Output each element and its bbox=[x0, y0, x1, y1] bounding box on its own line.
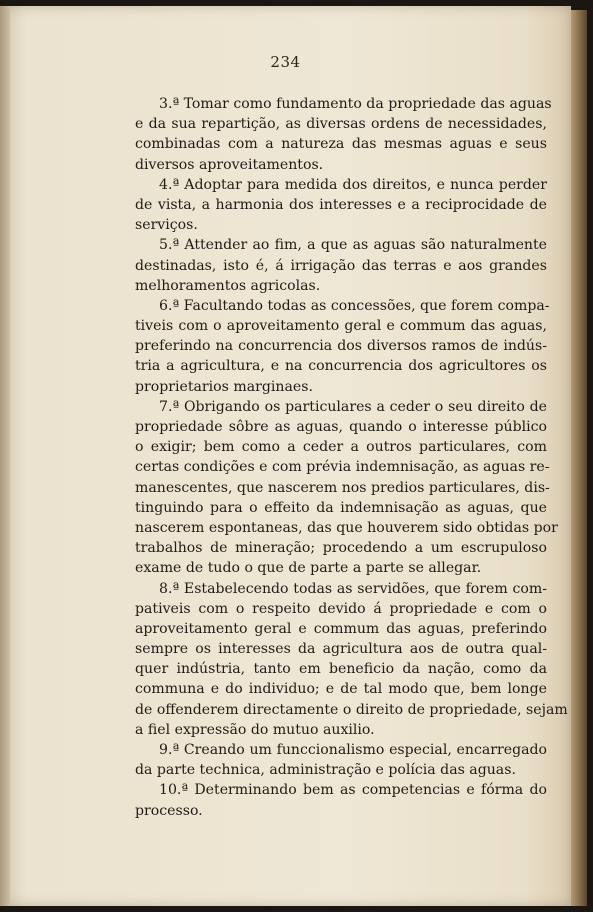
text-line: 9.ª Creando um funccionalismo especial, encarregado bbox=[159, 742, 547, 758]
text-line: 4.ª Adoptar para medida dos direitos, e nunca perder bbox=[159, 176, 547, 193]
text-line: preferindo na concurrencia dos diversos ramos de indús- bbox=[135, 338, 547, 355]
text-line: destinadas, isto é, á irrigação das terras e aos grandes bbox=[135, 257, 547, 274]
book-page bbox=[0, 6, 571, 906]
text-line: manescentes, que nascerem nos predios particulares, dis- bbox=[135, 479, 550, 496]
text-line: 3.ª Tomar como fundamento da propriedade das aguas bbox=[159, 96, 552, 112]
text-line: 10.ª Determinando bem as competencias e fórma do bbox=[159, 782, 547, 799]
text-line: 8.ª Estabelecendo todas as servidões, que forem com- bbox=[159, 580, 547, 597]
text-line: trabalhos de mineração; procedendo a um escrupuloso bbox=[135, 540, 547, 557]
text-line: aproveitamento geral e commum das aguas, preferindo bbox=[135, 620, 547, 637]
text-line: de offenderem directamente o direito de propriedade, sejam bbox=[135, 701, 568, 718]
text-line: processo. bbox=[135, 802, 203, 819]
text-line: da parte technica, administração e polícia das aguas. bbox=[135, 762, 516, 779]
text-line: sempre os interesses da agricultura aos de outra qual- bbox=[135, 641, 547, 658]
page-edge bbox=[571, 10, 587, 906]
text-line: proprietarios marginaes. bbox=[135, 378, 313, 395]
text-line: o exigir; bem como a ceder a outros particulares, com bbox=[135, 439, 547, 456]
text-line: 5.ª Attender ao fim, a que as aguas são naturalmente bbox=[159, 237, 547, 254]
text-line: tinguindo para o effeito da indemnisação as aguas, que bbox=[135, 499, 547, 516]
text-line: melhoramentos agricolas. bbox=[135, 277, 321, 294]
text-line: nascerem espontaneas, das que houverem sido obtidas por bbox=[135, 519, 558, 536]
page-binding bbox=[0, 6, 10, 906]
text-line: 6.ª Facultando todas as concessões, que forem compa- bbox=[159, 297, 550, 314]
text-line: propriedade sôbre as aguas, quando o interesse público bbox=[135, 419, 547, 435]
text-line: pativeis com o respeito devido á propriedade e com o bbox=[135, 600, 547, 617]
page-number: 234 bbox=[270, 53, 301, 71]
text-line: a fiel expressão do mutuo auxilio. bbox=[135, 721, 375, 738]
text-line: tiveis com o aproveitamento geral e commum das aguas, bbox=[135, 318, 547, 335]
text-line: communa e do individuo; e de tal modo que, bem longe bbox=[135, 681, 547, 698]
body-text bbox=[135, 94, 568, 821]
text-line: diversos aproveitamentos. bbox=[135, 156, 324, 173]
text-line: combinadas com a natureza das mesmas aguas e seus bbox=[135, 136, 547, 153]
text-line: tria a agricultura, e na concurrencia dos agricultores os bbox=[135, 358, 547, 375]
text-line: e da sua repartição, as diversas ordens de necessidades, bbox=[135, 116, 547, 133]
text-line: quer indústria, tanto em beneficio da nação, como da bbox=[135, 661, 547, 678]
text-line: serviços. bbox=[135, 217, 198, 234]
text-line: de vista, a harmonia dos interesses e a reciprocidade de bbox=[135, 196, 547, 213]
text-line: exame de tudo o que de parte a parte se allegar. bbox=[135, 560, 482, 577]
text-line: 7.ª Obrigando os particulares a ceder o seu direito de bbox=[159, 398, 547, 415]
text-line: certas condições e com prévia indemnisação, as aguas re- bbox=[135, 459, 550, 476]
